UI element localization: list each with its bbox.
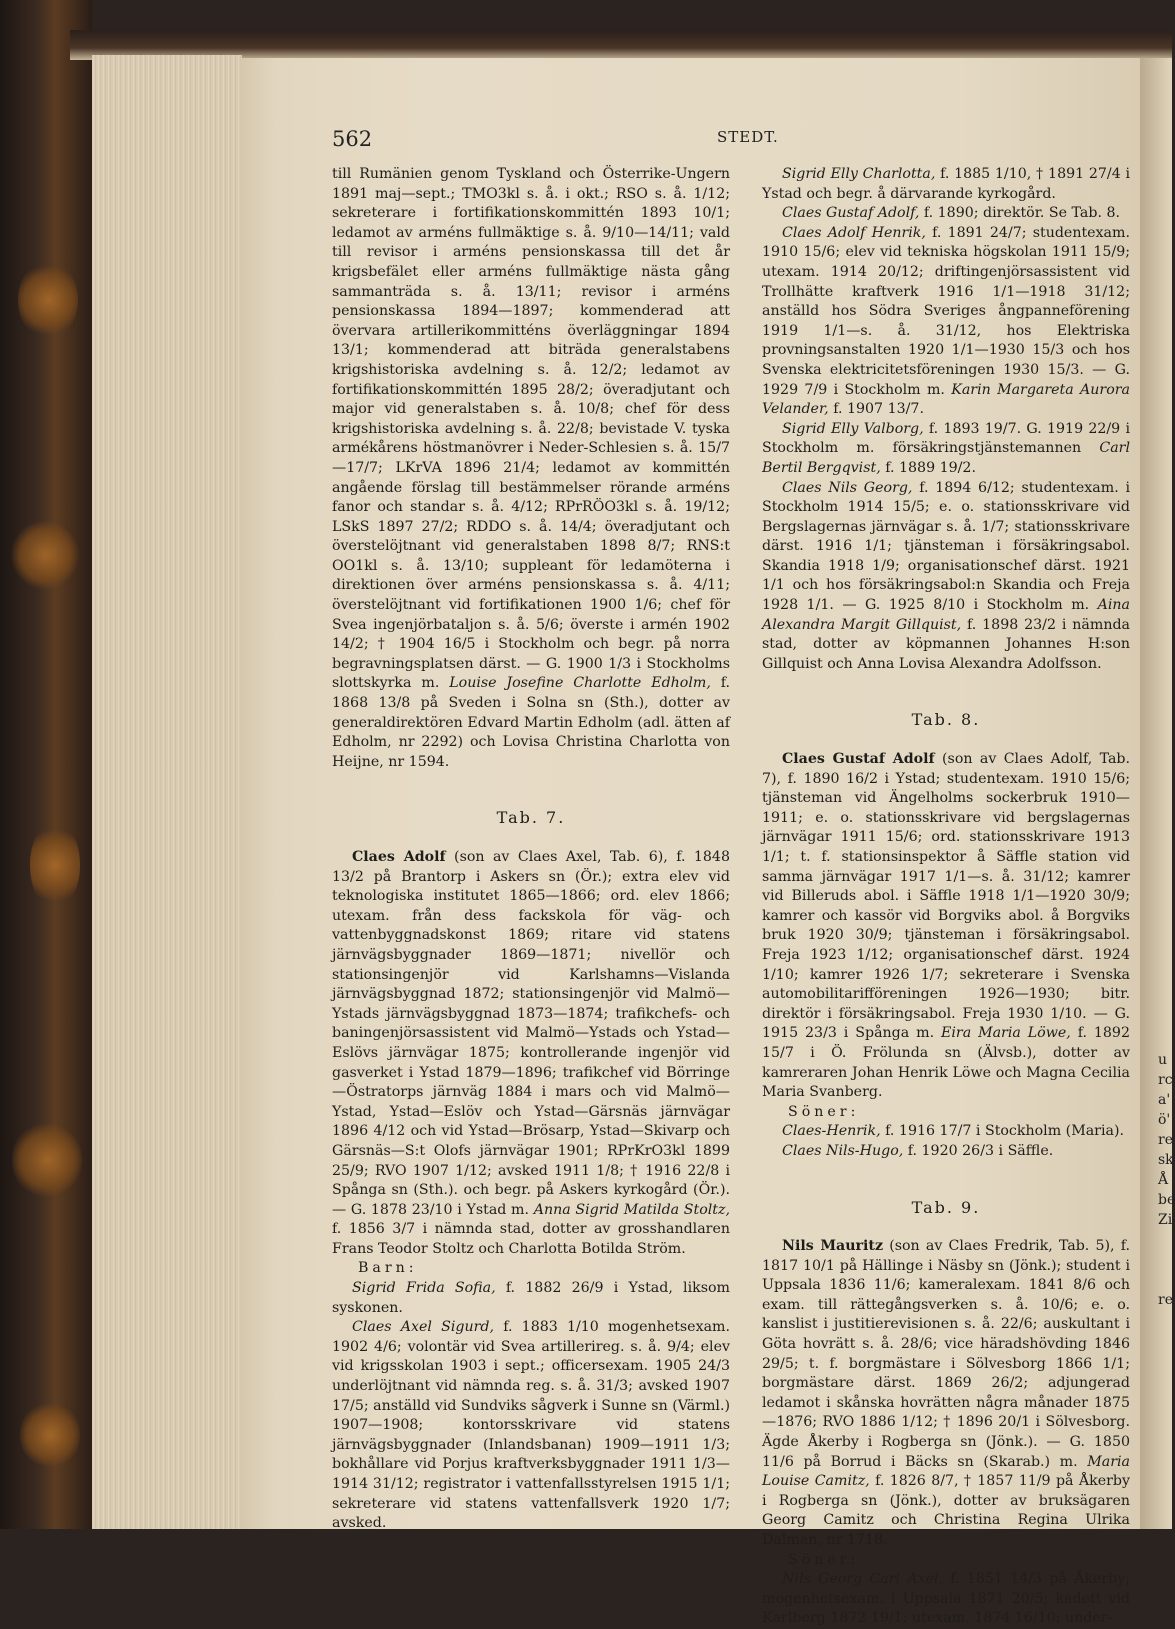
fragment: Zi xyxy=(1158,1212,1173,1228)
fragment: rc xyxy=(1158,1072,1173,1088)
sons-label: Söner: xyxy=(788,1551,860,1568)
facing-page-edge xyxy=(1140,58,1175,1529)
tab-heading: Tab. 7. xyxy=(496,808,566,828)
paragraph: till Rumänien genom Tyskland och Österrike-Ungern 1891 maj—sept.; TMO3kl s. å. i okt.; RSO s. å. 1/12; sekreterare i fortifikationskommittén 1893 10/1; ledamot av arméns fullmäktige s. å. 9/10—14/11; vald till revisor i arméns pensionskassa till det år krigsbefälet eller arméns fullmäktige nästa gång sammanträda s. å. 13/11; revisor i arméns pensionskassa 1894—1897; kommenderad att övervara artillerikommitténs överläggningar 1894 13/1; kommenderad att biträda generalstabens krigshistoriska avdelning s. å. 12/2; ledamot av fortifikationskommittén 1895 28/2; överadjutant och major vid generalstaben s. å. 10/8; chef för dess krigshistoriska avdelning s. å. 22/8; bevistade V. tyska armékårens höstmanövrer i Neder-Schlesien s. å. 15/7—17/7; LKrVA 1896 21/4; ledamot av kommittén angående förslag till bestämmelser rörande arméns fanor och standar s. å. 4/12; RPrRÖO3kl s. å. 19/12; LSkS 1897 27/2; RDDO s. å. 14/4; överadjutant och överstelöjtnant vid generalstaben 1898 8/7; RNS:t OO1kl s. å. 13/10; suppleant för ledamöterna i direktionen över arméns pensionskassa s. å. 4/11; överstelöjtnant vid fortifikationen 1900 1/6; chef för Svea ingenjörbataljon s. å. 5/6; överste i armén 1902 14/2; † 1904 16/5 i Stockholm och begr. på norra begravningsplatsen därst. — G. 1900 1/3 i Stockholms slottskyrka m. Louise Josefine Charlotte Edholm, f. 1868 13/8 på Sveden i Solna sn (Sth.), dotter av generaldirektören Edvard Martin Edholm (adl. ätten af Edholm, nr 2292) och Lovisa Christina Charlotta von Heijne, nr 1594. xyxy=(332,166,730,770)
book-spine xyxy=(0,0,92,1529)
entry: Claes Gustaf Adolf (son av Claes Adolf, Tab. 7), f. 1890 16/2 i Ystad; studentexam. 1910 15/6; tjänsteman vid Ängelholms sockerbruk 1910—1911; e. o. stationsskrivare vid bergslagernas järnvägar 1911 15/6; ord. stationsskrivare 1913 1/1; t. f. stationsinspektor å Säffle station vid samma järnvägar 1917 1/1—s. å. 31/12; kamrer vid Billeruds abol. i Säffle 1918 1/1—1920 30/9; kamrer och kassör vid Borgviks abol. å Borgviks bruk 1920 30/9; tjänsteman i försäkringsabol. Freja 1923 1/12; organisationschef därst. 1924 1/10; kamrer 1926 1/7; sekreterare i Svenska automobilitarifföreningen 1926—1930; bitr. direktör i försäkringsabol. Freja 1930 1/10. — G. 1915 23/3 i Spånga m. Eira Maria Löwe, f. 1892 15/7 i Ö. Frölunda sn (Älvsb.), dotter av kamreraren Johan Henrik Löwe och Magna Cecilia Maria Svanberg. xyxy=(762,751,1131,1101)
running-head: STEDT. xyxy=(717,128,779,146)
fragment: sk xyxy=(1158,1152,1174,1168)
right-column xyxy=(762,165,1130,1629)
fragment: be xyxy=(1158,1192,1175,1208)
child-entry: Claes Nils-Hugo, f. 1920 26/3 i Säffle. xyxy=(782,1142,1054,1159)
children-label: Barn: xyxy=(358,1260,418,1277)
fragment: re xyxy=(1158,1292,1173,1308)
sons-label: Söner: xyxy=(788,1103,860,1120)
page-stack-edge xyxy=(92,55,242,1529)
child-entry: Claes-Henrik, f. 1916 17/7 i Stockholm (Maria). xyxy=(782,1123,1124,1140)
tab-heading: Tab. 8. xyxy=(911,710,981,730)
child-entry: Claes Axel Sigurd, f. 1883 1/10 mogenhetsexam. 1902 4/6; volontär vid Svea artillerireg. s. å. 9/4; elev vid krigsskolan 1903 i sept.; officersexam. 1905 24/3 underlöjtnant vid nämnda reg. s. å. 31/3; avsked 1907 17/5; anställd vid Sundviks sågverk i Sunne sn (Värml.) 1907—1908; kontorsskrivare vid statens järnvägsbyggnader (Inlandsbanan) 1909—1911 1/3; bokhållare vid Porjus kraftverksbyggnader 1911 1/3—1914 31/12; registrator i vattenfallsstyrelsen 1915 1/1; sekreterare vid statens vattenfallsverk 1920 1/7; avsked. xyxy=(332,1319,730,1532)
child-entry: Sigrid Frida Sofia, f. 1882 26/9 i Ystad, liksom syskonen. xyxy=(332,1280,731,1316)
fragment: a' xyxy=(1158,1092,1171,1108)
fragment: u xyxy=(1158,1052,1168,1068)
child-entry: Sigrid Elly Charlotta, f. 1885 1/10, † 1891 27/4 i Ystad och begr. å därvarande kyrkogård. xyxy=(762,166,1131,202)
child-entry: Claes Nils Georg, f. 1894 6/12; studentexam. i Stockholm 1914 15/5; e. o. stationsskrivare vid Bergslagernas järnvägar s. å. 1/7; stationsskrivare därst. 1916 1/1; tjänsteman i försäkringsabol. Skandia 1918 1/9; organisationschef därst. 1921 1/1 och hos försäkringsabol:n Skandia och Freja 1928 1/1. — G. 1925 8/10 i Stockholm m. Aina Alexandra Margit Gillquist, f. 1898 23/2 i nämnda stad, dotter av köpmannen Johannes H:son Gillquist och Anna Lovisa Alexandra Adolfsson. xyxy=(762,479,1130,672)
left-column xyxy=(332,165,730,1534)
child-entry: Sigrid Elly Valborg, f. 1893 19/7. G. 1919 22/9 i Stockholm m. försäkringstjänstemannen Carl Bertil Bergqvist, f. 1889 19/2. xyxy=(762,420,1130,476)
tab-heading: Tab. 9. xyxy=(911,1197,981,1217)
page-number: 562 xyxy=(332,127,373,151)
fragment: ö' xyxy=(1158,1112,1171,1128)
fragment: Å xyxy=(1158,1172,1169,1188)
child-entry: Nils Georg Carl Axel, f. 1851 14/3 på Åkerby; mogenhetsexam. i Uppsala 1871 20/5; kadett vid Karlberg 1872 19/1; utexam. 1874 16/10; under- xyxy=(762,1571,1130,1627)
entry: Claes Adolf (son av Claes Axel, Tab. 6), f. 1848 13/2 på Brantorp i Askers sn (Ör.); extra elev vid teknologiska institutet 1865—1866; ord. elev 1866; utexam. från dess fackskola för väg- och vattenbyggnadskonst 1869; ritare vid statens järnvägsbyggnader 1869—1871; nivellör och stationsingenjör vid Karlshamns—Vislanda järnvägsbyggnad 1872; stationsingenjör vid Malmö—Ystads järnvägsbyggnad 1873—1874; trafikchefs- och baningenjörsassistent vid Malmö—Ystads och Ystad—Eslövs järnvägar 1875; kontrollerande ingenjör vid gasverket i Ystad 1879—1896; trafikchef vid Börringe—Östratorps järnväg 1884 i mars och vid Malmö—Ystad, Ystad—Eslöv och Ystad—Gärsnäs järnvägar 1896 4/12 och vid Ystad—Brösarp, Ystad—Skivarp och Gärsnäs—S:t Olofs järnvägar 1901; RPrKrO3kl 1899 25/9; RVO 1907 1/12; avsked 1911 1/8; † 1916 22/8 i Spånga sn (Sth.). och begr. på Askers kyrkogård (Ör.). — G. 1878 23/10 i Ystad m. Anna Sigrid Matilda Stoltz, f. 1856 3/7 i nämnda stad, dotter av grosshandlaren Frans Teodor Stoltz och Charlotta Botilda Ström. xyxy=(332,849,730,1257)
fragment: re xyxy=(1158,1132,1173,1148)
child-entry: Claes Gustaf Adolf, f. 1890; direktör. Se Tab. 8. xyxy=(782,205,1121,222)
entry: Nils Mauritz (son av Claes Fredrik, Tab. 5), f. 1817 10/1 på Hällinge i Näsby sn (Jönk.); student i Uppsala 1836 11/6; kameralexam. 1841 8/6 och exam. till rättegångsverken s. å. 10/6; e. o. kanslist i justitierevisionen s. å. 22/6; auskultant i Göta hovrätt s. å. 28/6; vice häradshövding 1846 29/5; t. f. borgmästare i Sölvesborg 1866 1/1; borgmästare därst. 1869 26/2; adjungerad ledamot i skånska hovrätten några månader 1875—1876; RVO 1886 1/12; † 1896 20/1 i Sölvesborg. Ägde Åkerby i Rogberga sn (Jönk.). — G. 1850 11/6 på Borrud i Bäcks sn (Skarab.) m. Maria Louise Camitz, f. 1826 8/7, † 1857 11/9 på Åkerby i Rogberga sn (Jönk.), dotter av bruksägaren Georg Camitz och Christina Regina Ulrika Dalman, nr 1718. xyxy=(762,1238,1130,1548)
child-entry: Claes Adolf Henrik, f. 1891 24/7; studentexam. 1910 15/6; elev vid tekniska högskolan 1911 15/9; utexam. 1914 20/12; driftingenjörsassistent vid Trollhätte kraftverk 1916 1/1—1918 31/12; anställd hos Södra Sveriges ångpanneförening 1919 1/1—s. å. 31/12, hos Elektriska provningsanstalten 1920 1/1—1930 15/3 och hos Svenska elektricitetsföreningen 1930 15/3. — G. 1929 7/9 i Stockholm m. Karin Margareta Aurora Velander, f. 1907 13/7. xyxy=(762,224,1130,418)
